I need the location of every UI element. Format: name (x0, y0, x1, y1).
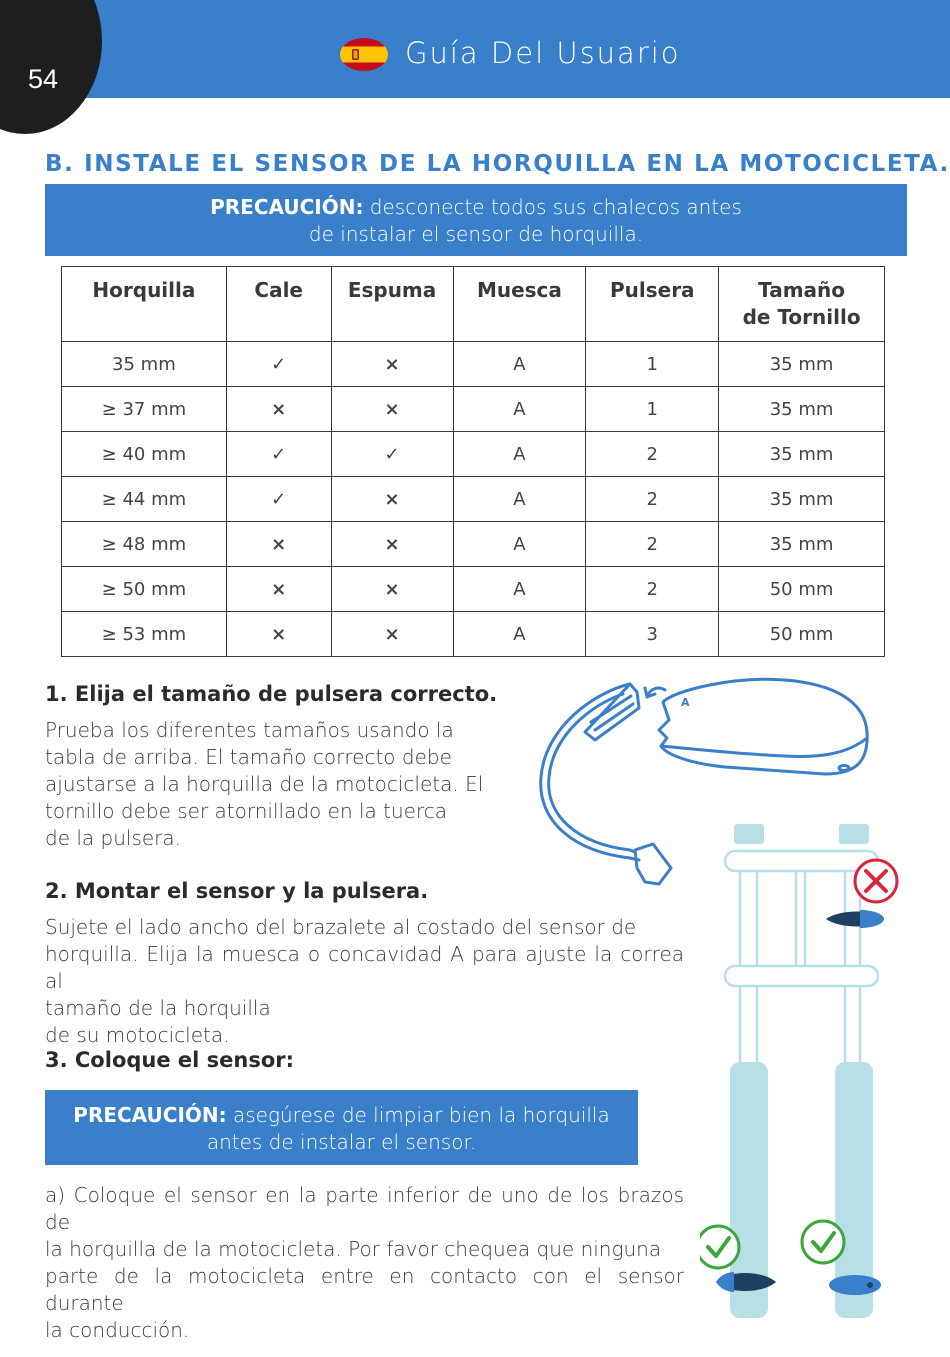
caution-text: desconecte todos sus chalecos antes (363, 195, 742, 219)
cell-pulsera: 2 (586, 477, 719, 522)
bracelet-buckle (585, 684, 639, 740)
cell-horquilla: ≥ 53 mm (62, 612, 227, 657)
check-icon: ✓ (226, 432, 331, 477)
step3-title: 3. Coloque el sensor: (45, 1048, 295, 1072)
cell-tornillo: 35 mm (719, 387, 885, 432)
cell-muesca: A (453, 432, 586, 477)
cell-tornillo: 35 mm (719, 477, 885, 522)
cell-muesca: A (453, 567, 586, 612)
cross-icon: × (226, 612, 331, 657)
cell-pulsera: 2 (586, 432, 719, 477)
header-tamano-tornillo (719, 267, 885, 342)
cell-pulsera: 3 (586, 612, 719, 657)
caution-text: asegúrese de limpiar bien la horquilla (226, 1103, 610, 1127)
cell-horquilla: ≥ 44 mm (62, 477, 227, 522)
cell-horquilla: 35 mm (62, 342, 227, 387)
fork-cap-left (734, 824, 764, 844)
caution-line-2: antes de instalar el sensor. (206, 1130, 477, 1154)
cell-pulsera: 1 (586, 387, 719, 432)
header-muesca: Muesca (453, 267, 586, 342)
cross-icon: × (226, 522, 331, 567)
check-circle-icon (802, 1221, 844, 1263)
step2-title: 2. Montar el sensor y la pulsera. (45, 879, 429, 903)
step2-line: tamaño de la horquilla (45, 996, 271, 1020)
table-row (62, 567, 885, 612)
step2-line: de su motocicleta. (45, 1023, 230, 1047)
cross-icon: × (331, 342, 453, 387)
step2-paragraph (45, 914, 684, 1049)
cell-horquilla: ≥ 40 mm (62, 432, 227, 477)
table-header-row (62, 267, 885, 342)
header-pulsera: Pulsera (586, 267, 719, 342)
cell-horquilla: ≥ 48 mm (62, 522, 227, 567)
fork-illustration (700, 820, 910, 1325)
check-icon: ✓ (226, 477, 331, 522)
cell-horquilla: ≥ 37 mm (62, 387, 227, 432)
table-row (62, 612, 885, 657)
check-icon: ✓ (226, 342, 331, 387)
cross-icon: × (331, 612, 453, 657)
table-row (62, 522, 885, 567)
cell-muesca: A (453, 387, 586, 432)
section-title: B. INSTALE EL SENSOR DE LA HORQUILLA EN LA MOTOCICLETA. (45, 151, 950, 177)
cell-tornillo: 50 mm (719, 612, 885, 657)
header-tamano: Tamaño (758, 278, 846, 302)
caution-box-top (45, 184, 907, 256)
step1-paragraph (45, 717, 493, 852)
cell-pulsera: 1 (586, 342, 719, 387)
header-title: Guía Del Usuario (405, 36, 681, 70)
step3a-line: la horquilla de la motocicleta. Por favor chequea que ninguna (45, 1237, 662, 1261)
cross-icon: × (331, 522, 453, 567)
fork-lower-clamp (725, 966, 878, 986)
bracelet-strap-inner (549, 694, 635, 852)
table-row (62, 387, 885, 432)
header-horquilla: Horquilla (62, 267, 227, 342)
cross-icon: × (226, 387, 331, 432)
notch-label: A (681, 696, 690, 709)
step1-line: tabla de arriba. El tamaño correcto debe (45, 745, 452, 769)
fork-cap-right (839, 824, 869, 844)
step1-line: Prueba los diferentes tamaños usando la (45, 718, 454, 742)
cell-muesca: A (453, 342, 586, 387)
cross-icon: × (331, 567, 453, 612)
cell-tornillo: 35 mm (719, 342, 885, 387)
cell-pulsera: 2 (586, 522, 719, 567)
caution-box-bottom (45, 1090, 638, 1165)
sensor-body (659, 679, 867, 774)
cross-icon: × (226, 567, 331, 612)
page-number: 54 (28, 64, 59, 94)
step1-line: de la pulsera. (45, 826, 182, 850)
step3a-line: a) Coloque el sensor en la parte inferior de uno de los brazos de (45, 1183, 684, 1234)
cell-tornillo: 35 mm (719, 432, 885, 477)
cell-tornillo: 50 mm (719, 567, 885, 612)
step3a-line: la conducción. (45, 1318, 190, 1342)
check-circle-icon (700, 1226, 739, 1268)
caution-line-2: de instalar el sensor de horquilla. (308, 222, 644, 246)
step2-line: Sujete el lado ancho del brazalete al costado del sensor de (45, 915, 637, 939)
cross-icon: × (331, 477, 453, 522)
table-row (62, 432, 885, 477)
cell-horquilla: ≥ 50 mm (62, 567, 227, 612)
check-icon: ✓ (331, 432, 453, 477)
cell-tornillo: 35 mm (719, 522, 885, 567)
step1-title: 1. Elija el tamaño de pulsera correcto. (45, 682, 498, 706)
cross-icon: × (331, 387, 453, 432)
spain-flag-icon (340, 38, 388, 71)
cell-muesca: A (453, 477, 586, 522)
cell-muesca: A (453, 522, 586, 567)
caution-line-1 (45, 1102, 638, 1129)
sensor-correct-right (829, 1275, 881, 1295)
step3a-paragraph (45, 1182, 684, 1344)
header-cale: Cale (226, 267, 331, 342)
fork-size-table (61, 266, 885, 657)
fork-upper-clamp (725, 851, 878, 871)
header-espuma: Espuma (331, 267, 453, 342)
header-de-tornillo: de Tornillo (742, 305, 861, 329)
step2-line: horquilla. Elija la muesca o concavidad A para ajuste la correa al (45, 942, 684, 993)
caution-line-1 (45, 194, 907, 221)
cell-pulsera: 2 (586, 567, 719, 612)
step3a-line: parte de la motocicleta entre en contacto con el sensor durante (45, 1264, 684, 1315)
table-row (62, 477, 885, 522)
caution-label: PRECAUCIÓN: (210, 195, 364, 219)
step1-line: tornillo debe ser atornillado en la tuerca (45, 799, 448, 823)
caution-label: PRECAUCIÓN: (73, 1103, 227, 1127)
table-row (62, 342, 885, 387)
cell-muesca: A (453, 612, 586, 657)
bracelet-end-clip (635, 844, 671, 884)
step1-line: ajustarse a la horquilla de la motocicleta. El (45, 772, 484, 796)
